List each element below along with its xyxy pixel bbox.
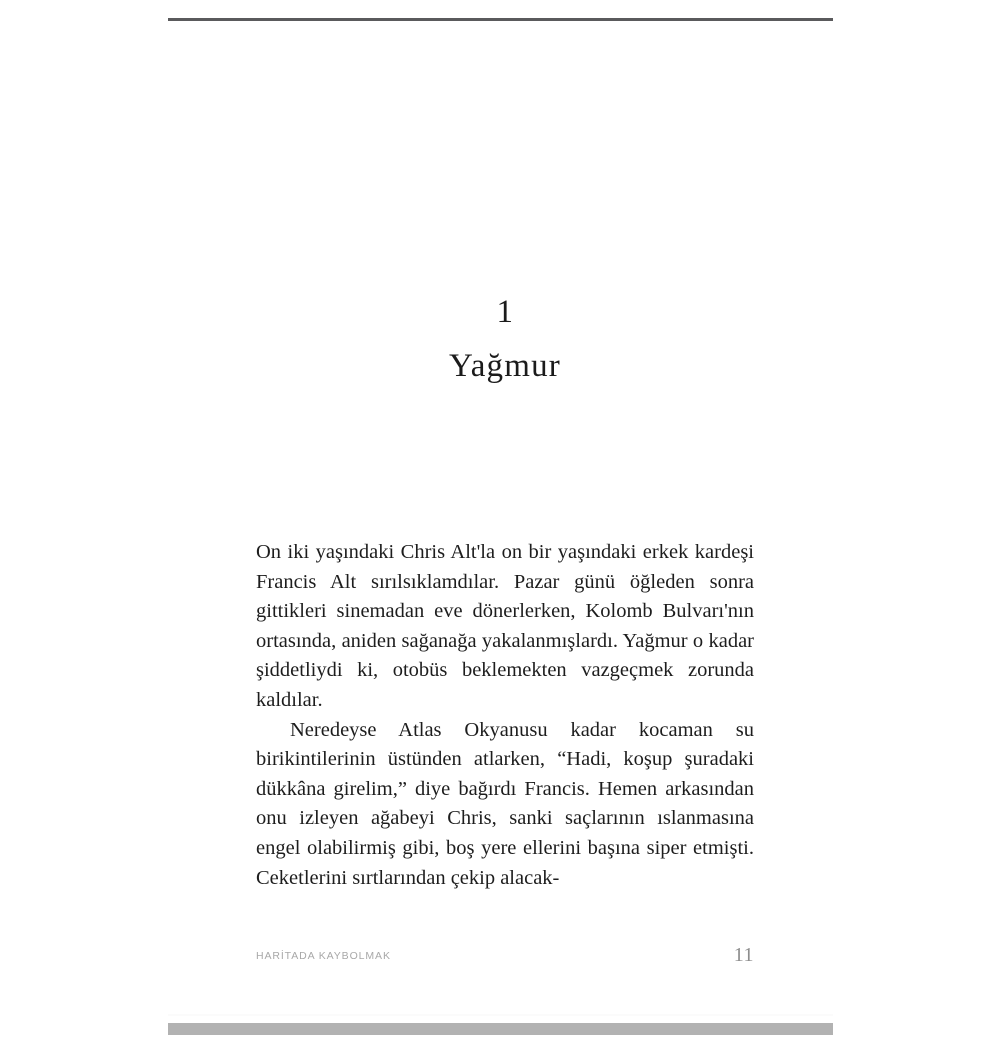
bottom-bar-divider xyxy=(168,1023,833,1035)
chapter-number: 1 xyxy=(496,294,514,330)
page-footer xyxy=(256,944,754,970)
chapter-title: Yağmur xyxy=(448,348,562,384)
running-head: HARİTADA KAYBOLMAK xyxy=(256,950,391,962)
paragraph-2: Neredeyse Atlas Okyanusu kadar kocaman su birikintilerinin üstünden atlarken, “Hadi, koşup şuradaki dükkâna girelim,” diye bağırdı Francis. Hemen arkasından onu izleyen ağabeyi Chris, sanki saçlarının ıslanmasına engel olabilirmiş gibi, boş yere ellerini başına siper etmişti. Ceketlerini sırtlarından çekip alacak- xyxy=(256,718,754,889)
bottom-hairline xyxy=(168,1014,833,1016)
body-text-block xyxy=(256,538,754,893)
page-number: 11 xyxy=(733,944,754,966)
page-content xyxy=(256,0,754,1050)
chapter-opener xyxy=(256,292,754,386)
paragraph-1: On iki yaşındaki Chris Alt'la on bir yaşındaki erkek kardeşi Francis Alt sırılsıklamdılar. Pazar günü öğleden sonra gittikleri sinemadan eve dönerlerken, Kolomb Bulvarı'nın ortasında, aniden sağanağa yakalanmışlardı. Yağmur o kadar şiddetliydi ki, otobüs beklemekten vazgeçmek zorunda kaldılar. xyxy=(256,541,754,711)
